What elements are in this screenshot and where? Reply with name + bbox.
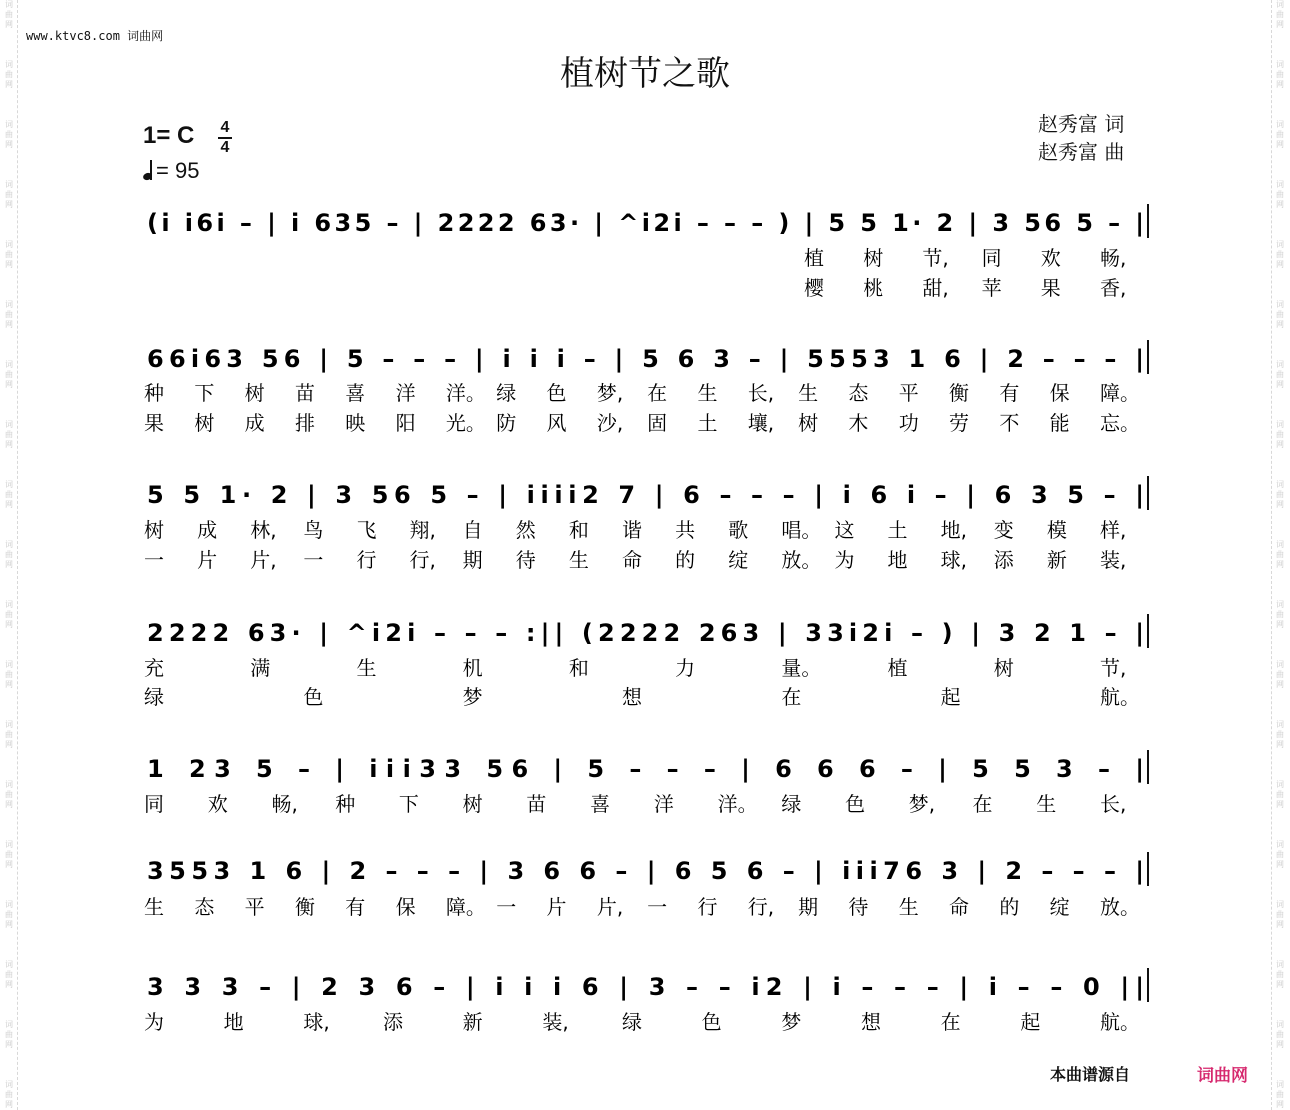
lyric-syllable: 沙,	[596, 411, 624, 435]
lyric-syllable: 香,	[1100, 276, 1127, 300]
lyric-syllable: 排	[294, 411, 315, 435]
lyric-syllable: 行	[356, 548, 377, 572]
footer-site-logo: 词曲网	[1197, 1066, 1248, 1086]
watermark-char: 网	[5, 680, 13, 689]
lyric-syllable: 欢	[1040, 246, 1061, 270]
lyric-syllable: 为	[834, 548, 855, 572]
watermark-char: 网	[1276, 1100, 1284, 1109]
lyric-syllable: 欢	[207, 792, 228, 816]
lyric-syllable: 能	[1049, 411, 1070, 435]
lyric-syllable: 苹	[981, 276, 1002, 300]
lyric-syllable: 梦	[462, 685, 483, 709]
lyric-syllable: 植	[887, 656, 908, 680]
watermark-char: 网	[1276, 200, 1284, 209]
lyric-syllable: 添	[383, 1010, 403, 1034]
watermark-char: 曲	[5, 730, 13, 739]
lyric-syllable: 成	[197, 518, 218, 542]
lyric-syllable: 下	[194, 381, 215, 405]
lyric-syllable: 想	[861, 1010, 881, 1034]
lyric-syllable: 功	[898, 411, 919, 435]
watermark-char: 曲	[1276, 970, 1284, 979]
lyric-syllable: 樱	[804, 276, 824, 300]
notation-line: 1 23 5 – | iii33 56 | 5 – – – | 6 6 6 – | 5 5 3 – |	[147, 755, 1144, 783]
lyric-syllable: 一	[303, 548, 324, 572]
watermark-char: 词	[5, 240, 13, 249]
lyric-syllable: 在	[647, 381, 668, 405]
lyric-syllable: 平	[898, 381, 919, 405]
lyric-syllable: 树	[993, 656, 1014, 680]
lyric-syllable: 绿	[622, 1010, 642, 1034]
watermark-char: 网	[1276, 740, 1284, 749]
lyric-syllable: 飞	[356, 518, 377, 542]
watermark-char: 网	[1276, 680, 1284, 689]
watermark-char: 网	[1276, 980, 1284, 989]
watermark-char: 网	[1276, 380, 1284, 389]
lyric-syllable: 在	[940, 1010, 961, 1034]
watermark-char: 词	[5, 60, 13, 69]
lyric-syllable: 固	[647, 411, 668, 435]
watermark-char: 曲	[1276, 130, 1284, 139]
lyric-syllable: 树	[144, 518, 164, 542]
lyric-syllable: 充	[144, 656, 164, 680]
lyric-syllable: 洋	[653, 792, 674, 816]
tempo-value: = 95	[156, 158, 200, 183]
watermark-char: 曲	[1276, 670, 1284, 679]
watermark-char: 曲	[5, 1090, 13, 1099]
watermark-char: 词	[5, 900, 13, 909]
lyric-syllable: 的	[675, 548, 696, 572]
watermark-char: 词	[5, 660, 13, 669]
lyric-syllable: 映	[345, 411, 366, 435]
watermark-char: 网	[5, 980, 13, 989]
watermark-char: 网	[5, 1100, 13, 1109]
lyric-syllable: 球,	[940, 548, 968, 572]
lyric-syllable: 色	[845, 792, 866, 816]
lyric-syllable: 地	[223, 1010, 244, 1034]
watermark-char: 词	[1276, 660, 1284, 669]
watermark-char: 词	[5, 360, 13, 369]
watermark-char: 词	[1276, 60, 1284, 69]
lyric-syllable: 有	[345, 895, 366, 919]
lyric-syllable: 洋。	[717, 792, 758, 816]
watermark-char: 曲	[5, 970, 13, 979]
watermark-char: 网	[5, 1040, 13, 1049]
lyric-syllable: 歌	[728, 518, 749, 542]
lyric-syllable: 喜	[590, 792, 611, 816]
lyric-syllable: 新	[1046, 548, 1067, 572]
lyric-syllable: 航。	[1100, 685, 1140, 709]
watermark-char: 曲	[5, 310, 13, 319]
lyric-syllable: 障。	[1100, 381, 1140, 405]
watermark-char: 词	[1276, 1080, 1284, 1089]
lyric-syllable: 畅,	[1100, 246, 1127, 270]
watermark-char: 曲	[5, 550, 13, 559]
watermark-char: 曲	[5, 70, 13, 79]
watermark-char: 词	[5, 540, 13, 549]
watermark-char: 曲	[5, 850, 13, 859]
lyric-syllable: 装,	[542, 1010, 569, 1034]
lyric-syllable: 绿	[781, 792, 802, 816]
lyric-syllable: 机	[462, 656, 483, 680]
lyric-syllable: 绿	[144, 685, 164, 709]
lyric-syllable: 待	[515, 548, 536, 572]
lyricist-credit: 赵秀富 词	[1038, 112, 1125, 136]
lyric-syllable: 不	[999, 411, 1020, 435]
watermark-char: 词	[5, 480, 13, 489]
watermark-char: 词	[1276, 480, 1284, 489]
watermark-char: 词	[5, 420, 13, 429]
watermark-char: 词	[5, 960, 13, 969]
lyric-syllable: 球,	[303, 1010, 330, 1034]
watermark-char: 词	[1276, 780, 1284, 789]
lyric-syllable: 一	[144, 548, 164, 572]
watermark-char: 曲	[5, 790, 13, 799]
song-title: 植树节之歌	[560, 54, 730, 94]
site-url: www.ktvc8.com 词曲网	[26, 29, 164, 43]
watermark-char: 词	[5, 600, 13, 609]
watermark-char: 网	[5, 740, 13, 749]
watermark-char: 曲	[5, 910, 13, 919]
watermark-char: 词	[1276, 900, 1284, 909]
watermark-char: 曲	[1276, 910, 1284, 919]
lyric-syllable: 土	[887, 518, 908, 542]
lyric-syllable: 命	[622, 548, 642, 572]
lyric-syllable: 种	[144, 381, 164, 405]
lyric-syllable: 满	[250, 656, 271, 680]
lyric-syllable: 树	[462, 792, 483, 816]
watermark-char: 曲	[1276, 730, 1284, 739]
lyric-syllable: 节,	[922, 246, 949, 270]
watermark-char: 网	[5, 560, 13, 569]
watermark-char: 曲	[1276, 10, 1284, 19]
lyric-syllable: 劳	[949, 411, 970, 435]
lyric-syllable: 装,	[1100, 548, 1127, 572]
watermark-char: 曲	[1276, 790, 1284, 799]
lyric-syllable: 种	[335, 792, 356, 816]
lyric-syllable: 共	[675, 518, 696, 542]
lyric-syllable: 量。	[781, 656, 822, 680]
lyric-syllable: 风	[546, 411, 567, 435]
watermark-char: 网	[5, 260, 13, 269]
lyric-syllable: 色	[303, 685, 324, 709]
lyric-syllable: 的	[999, 895, 1020, 919]
lyric-syllable: 衡	[294, 895, 315, 919]
lyric-syllable: 洋	[395, 381, 416, 405]
watermark-char: 曲	[1276, 370, 1284, 379]
watermark-char: 网	[1276, 140, 1284, 149]
lyric-syllable: 为	[144, 1010, 164, 1034]
lyric-syllable: 在	[781, 685, 802, 709]
lyric-syllable: 和	[568, 656, 589, 680]
watermark-char: 词	[5, 840, 13, 849]
watermark-char: 词	[1276, 720, 1284, 729]
lyric-syllable: 片,	[250, 548, 277, 572]
watermark-char: 网	[1276, 260, 1284, 269]
watermark-char: 曲	[1276, 490, 1284, 499]
lyric-syllable: 变	[993, 518, 1014, 542]
lyric-syllable: 长,	[1100, 792, 1127, 816]
lyric-syllable: 片,	[596, 895, 624, 919]
lyric-syllable: 期	[798, 895, 819, 919]
lyric-syllable: 期	[462, 548, 483, 572]
watermark-char: 曲	[5, 610, 13, 619]
notation-line: 2222 63· | ^i2i – – – :|| (2222 263 | 33i2i – ) | 3 2 1 – |	[147, 619, 1144, 647]
lyric-syllable: 力	[675, 656, 696, 680]
watermark-char: 网	[5, 320, 13, 329]
watermark-char: 词	[1276, 360, 1284, 369]
lyric-syllable: 阳	[395, 411, 416, 435]
watermark-char: 词	[1276, 240, 1284, 249]
watermark-char: 词	[1276, 1020, 1284, 1029]
watermark-char: 曲	[1276, 550, 1284, 559]
lyric-syllable: 梦,	[908, 792, 936, 816]
lyric-syllable: 生	[1036, 792, 1057, 816]
lyric-syllable: 洋。	[445, 381, 486, 405]
watermark-char: 网	[1276, 920, 1284, 929]
lyric-syllable: 色	[701, 1010, 722, 1034]
lyric-syllable: 长,	[747, 381, 775, 405]
lyric-syllable: 果	[1040, 276, 1061, 300]
lyric-syllable: 同	[144, 792, 164, 816]
lyric-syllable: 起	[940, 685, 961, 709]
watermark-char: 网	[5, 200, 13, 209]
footer-source-text: 本曲谱源自	[1050, 1065, 1131, 1084]
watermark-char: 网	[5, 440, 13, 449]
lyric-syllable: 模	[1046, 518, 1067, 542]
lyric-syllable: 苗	[294, 381, 315, 405]
lyric-syllable: 一	[647, 895, 668, 919]
lyric-syllable: 生	[898, 895, 919, 919]
watermark-char: 曲	[1276, 70, 1284, 79]
lyric-syllable: 生	[568, 548, 589, 572]
watermark-char: 网	[5, 140, 13, 149]
watermark-char: 曲	[5, 10, 13, 19]
lyric-syllable: 保	[395, 895, 416, 919]
lyric-syllable: 下	[398, 792, 419, 816]
watermark-char: 词	[1276, 540, 1284, 549]
lyric-syllable: 鸟	[303, 518, 324, 542]
watermark-char: 曲	[1276, 1030, 1284, 1039]
lyric-syllable: 这	[834, 518, 855, 542]
watermark-char: 曲	[5, 670, 13, 679]
lyric-syllable: 绿	[496, 381, 517, 405]
lyric-syllable: 想	[622, 685, 642, 709]
watermark-char: 网	[5, 860, 13, 869]
watermark-char: 曲	[1276, 610, 1284, 619]
watermark-char: 网	[1276, 500, 1284, 509]
watermark-char: 词	[5, 1080, 13, 1089]
lyric-syllable: 桃	[863, 276, 884, 300]
watermark-char: 网	[1276, 800, 1284, 809]
lyric-syllable: 成	[244, 411, 265, 435]
lyric-syllable: 同	[981, 246, 1002, 270]
lyric-syllable: 航。	[1100, 1010, 1140, 1034]
key-signature: 1= C	[143, 122, 195, 149]
lyric-syllable: 态	[194, 895, 215, 919]
lyric-syllable: 起	[1020, 1010, 1041, 1034]
lyric-syllable: 放。	[1100, 895, 1140, 919]
notation-line: (i i6i – | i 635 – | 2222 63· | ^i2i – – – ) | 5 5 1· 2 | 3 56 5 – |	[147, 209, 1144, 237]
lyric-syllable: 片	[546, 895, 567, 919]
watermark-char: 词	[5, 1020, 13, 1029]
notation-line: 66i63 56 | 5 – – – | i i i – | 5 6 3 – | 5553 1 6 | 2 – – – |	[147, 345, 1144, 373]
watermark-char: 网	[1276, 440, 1284, 449]
lyric-syllable: 衡	[949, 381, 970, 405]
notation-line: 3553 1 6 | 2 – – – | 3 6 6 – | 6 5 6 – | iii76 3 | 2 – – – |	[147, 857, 1144, 885]
lyric-syllable: 自	[462, 518, 483, 542]
lyric-syllable: 林,	[250, 518, 277, 542]
lyric-syllable: 甜,	[922, 276, 949, 300]
lyric-syllable: 地,	[940, 518, 968, 542]
watermark-char: 词	[1276, 120, 1284, 129]
lyric-syllable: 树	[194, 411, 215, 435]
watermark-char: 曲	[1276, 250, 1284, 259]
lyric-syllable: 放。	[781, 548, 822, 572]
lyric-syllable: 一	[496, 895, 517, 919]
lyric-syllable: 态	[848, 381, 869, 405]
lyric-syllable: 生	[144, 895, 164, 919]
watermark-char: 词	[1276, 600, 1284, 609]
watermark-char: 网	[1276, 80, 1284, 89]
watermark-char: 网	[5, 620, 13, 629]
watermark-char: 网	[5, 80, 13, 89]
watermark-char: 词	[5, 120, 13, 129]
watermark-char: 词	[5, 300, 13, 309]
lyric-syllable: 防	[496, 411, 517, 435]
watermark-char: 曲	[1276, 310, 1284, 319]
watermark-char: 词	[1276, 420, 1284, 429]
lyric-syllable: 果	[144, 411, 164, 435]
watermark-char: 词	[1276, 960, 1284, 969]
time-signature-top: 4	[220, 119, 230, 136]
time-signature-bottom: 4	[220, 139, 230, 156]
notation-line: 5 5 1· 2 | 3 56 5 – | iiii2 7 | 6 – – – | i 6 i – | 6 3 5 – |	[147, 481, 1144, 509]
watermark-char: 曲	[5, 250, 13, 259]
watermark-char: 网	[1276, 860, 1284, 869]
lyric-syllable: 和	[568, 518, 589, 542]
watermark-char: 网	[1276, 560, 1284, 569]
lyric-syllable: 梦,	[596, 381, 624, 405]
watermark-char: 词	[5, 180, 13, 189]
lyric-syllable: 命	[949, 895, 970, 919]
lyric-syllable: 壤,	[747, 411, 775, 435]
watermark-char: 网	[1276, 620, 1284, 629]
watermark-char: 曲	[5, 1030, 13, 1039]
lyric-syllable: 地	[887, 548, 908, 572]
watermark-char: 词	[1276, 0, 1284, 9]
lyric-syllable: 绽	[728, 548, 749, 572]
lyric-syllable: 植	[804, 246, 824, 270]
watermark-char: 词	[5, 720, 13, 729]
lyric-syllable: 片	[197, 548, 218, 572]
lyric-syllable: 节,	[1100, 656, 1127, 680]
lyric-syllable: 样,	[1100, 518, 1127, 542]
lyric-syllable: 绽	[1049, 895, 1070, 919]
lyric-syllable: 谐	[622, 518, 642, 542]
lyric-syllable: 忘。	[1100, 411, 1140, 435]
lyric-syllable: 在	[972, 792, 993, 816]
watermark-char: 网	[1276, 20, 1284, 29]
watermark-char: 曲	[5, 130, 13, 139]
watermark-char: 曲	[5, 430, 13, 439]
lyric-syllable: 翔,	[409, 518, 436, 542]
watermark-char: 词	[1276, 840, 1284, 849]
lyric-syllable: 苗	[526, 792, 547, 816]
watermark-char: 网	[5, 500, 13, 509]
lyric-syllable: 喜	[345, 381, 366, 405]
watermark-char: 网	[1276, 1040, 1284, 1049]
lyric-syllable: 木	[848, 411, 869, 435]
watermark-char: 曲	[5, 490, 13, 499]
watermark-char: 词	[5, 780, 13, 789]
watermark-char: 曲	[1276, 190, 1284, 199]
watermark-char: 曲	[5, 190, 13, 199]
watermark-char: 词	[1276, 180, 1284, 189]
lyric-syllable: 平	[244, 895, 265, 919]
watermark-char: 词	[5, 0, 13, 9]
lyric-syllable: 生	[798, 381, 819, 405]
lyric-syllable: 树	[798, 411, 819, 435]
lyric-syllable: 行,	[747, 895, 775, 919]
lyric-syllable: 色	[546, 381, 567, 405]
lyric-syllable: 畅,	[271, 792, 298, 816]
lyric-syllable: 行,	[409, 548, 436, 572]
watermark-char: 网	[1276, 320, 1284, 329]
lyric-syllable: 行	[697, 895, 718, 919]
lyric-syllable: 生	[356, 656, 377, 680]
lyric-syllable: 有	[999, 381, 1020, 405]
watermark-char: 曲	[1276, 430, 1284, 439]
lyric-syllable: 然	[515, 518, 536, 542]
watermark-char: 曲	[1276, 1090, 1284, 1099]
lyric-syllable: 树	[244, 381, 265, 405]
lyric-syllable: 光。	[445, 411, 486, 435]
lyric-syllable: 梦	[781, 1010, 802, 1034]
composer-credit: 赵秀富 曲	[1038, 140, 1125, 164]
watermark-char: 网	[5, 800, 13, 809]
lyric-syllable: 障。	[445, 895, 486, 919]
watermark-char: 曲	[5, 370, 13, 379]
lyric-syllable: 待	[848, 895, 869, 919]
notation-line: 3 3 3 – | 2 3 6 – | i i i 6 | 3 – – i2 | i – – – | i – – 0 ||	[147, 973, 1144, 1001]
watermark-char: 曲	[1276, 850, 1284, 859]
lyric-syllable: 土	[697, 411, 718, 435]
watermark-char: 网	[5, 20, 13, 29]
lyric-syllable: 新	[462, 1010, 483, 1034]
watermark-char: 词	[1276, 300, 1284, 309]
lyric-syllable: 唱。	[781, 518, 822, 542]
watermark-char: 网	[5, 920, 13, 929]
watermark-char: 网	[5, 380, 13, 389]
lyric-syllable: 树	[863, 246, 884, 270]
lyric-syllable: 保	[1049, 381, 1070, 405]
lyric-syllable: 生	[697, 381, 718, 405]
lyric-syllable: 添	[993, 548, 1014, 572]
